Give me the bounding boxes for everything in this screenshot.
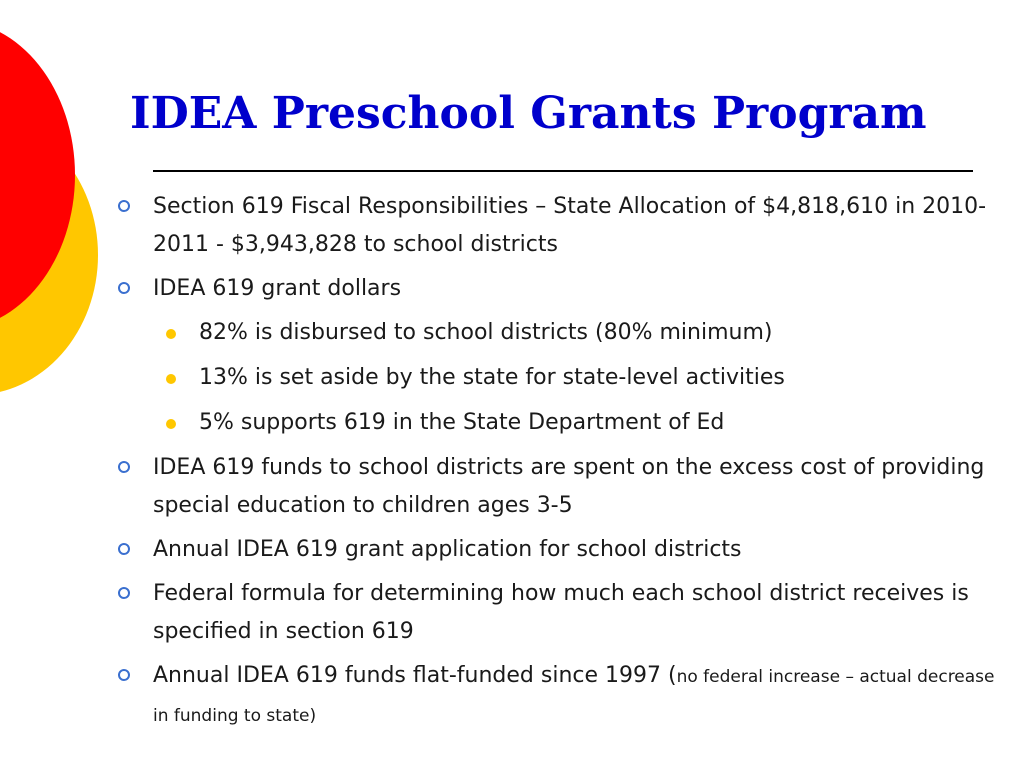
- bullet-item: [110, 449, 1000, 525]
- sub-bullet-text: 82% is disbursed to school districts (80% minimum): [199, 320, 773, 345]
- hollow-circle-bullet-icon: [118, 461, 130, 473]
- hollow-circle-bullet-icon: [118, 200, 130, 212]
- bullet-item: [110, 270, 1000, 308]
- hollow-circle-bullet-icon: [118, 669, 130, 681]
- yellow-dot-bullet-icon: [166, 374, 176, 384]
- bullet-text: Federal formula for determining how much each school district receives is specified in section 619: [153, 581, 969, 644]
- bullet-text: IDEA 619 funds to school districts are spent on the excess cost of providing special education to children ages 3-5: [153, 455, 985, 518]
- hollow-circle-bullet-icon: [118, 282, 130, 294]
- bullet-item: [110, 657, 1000, 735]
- sub-bullet-text: 5% supports 619 in the State Department of Ed: [199, 410, 725, 435]
- bullet-text: IDEA 619 grant dollars: [153, 276, 402, 301]
- bullet-item: [110, 531, 1000, 569]
- bullet-text: Annual IDEA 619 funds flat-funded since 1997 (: [153, 663, 677, 688]
- bullet-item: [110, 575, 1000, 651]
- bullet-text: Section 619 Fiscal Responsibilities – State Allocation of $4,818,610 in 2010-2011 - $3,943,828 to school districts: [153, 194, 987, 257]
- sub-bullet-item: [110, 359, 1000, 397]
- title-divider: [153, 170, 973, 172]
- bullet-list: [110, 188, 1000, 741]
- sub-bullet-text: 13% is set aside by the state for state-level activities: [199, 365, 785, 390]
- sub-bullet-item: [110, 404, 1000, 442]
- hollow-circle-bullet-icon: [118, 543, 130, 555]
- slide-title: IDEA Preschool Grants Program: [130, 88, 927, 139]
- bullet-item: [110, 188, 1000, 264]
- sub-bullet-item: [110, 314, 1000, 352]
- yellow-dot-bullet-icon: [166, 419, 176, 429]
- hollow-circle-bullet-icon: [118, 587, 130, 599]
- bullet-small-text: no federal increase – actual decrease in funding to state): [153, 667, 995, 726]
- yellow-dot-bullet-icon: [166, 329, 176, 339]
- bullet-text: Annual IDEA 619 grant application for school districts: [153, 537, 742, 562]
